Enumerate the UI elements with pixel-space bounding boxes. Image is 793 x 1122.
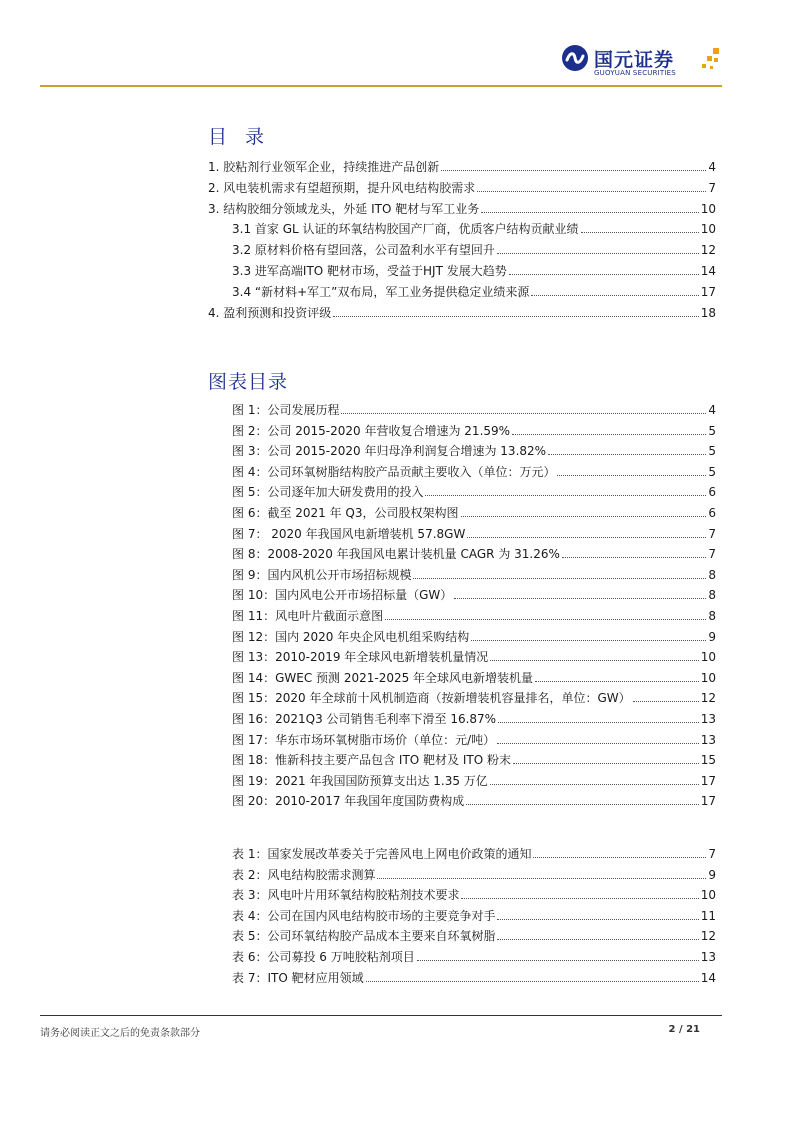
toc-entry-page: 14 bbox=[700, 264, 716, 278]
tables-entry-page: 14 bbox=[700, 970, 716, 985]
figures-entry-label: 图 8：2008-2020 年我国风电累计装机量 CAGR 为 31.26% bbox=[232, 547, 560, 562]
toc-entry[interactable] bbox=[232, 220, 716, 238]
figures-entry-label: 图 15：2020 年全球前十风机制造商（按新增装机容量排名，单位：GW） bbox=[232, 691, 631, 706]
tables-entry-label: 表 2：风电结构胶需求测算 bbox=[232, 867, 376, 882]
tables-entry-label: 表 5：公司环氧结构胶产品成本主要来自环氧树脂 bbox=[232, 929, 496, 944]
toc-entry[interactable] bbox=[232, 241, 716, 259]
tables-entry-page: 13 bbox=[700, 950, 716, 964]
figures-entry-label: 图 11：风电叶片截面示意图 bbox=[232, 609, 384, 623]
dot-leader bbox=[461, 898, 698, 899]
toc-entry-label: 3.2 原材料价格有望回落，公司盈利水平有望回升 bbox=[232, 243, 495, 258]
figures-entry[interactable] bbox=[232, 607, 716, 625]
toc-entry[interactable] bbox=[208, 158, 716, 176]
figures-entry[interactable] bbox=[232, 483, 716, 501]
figures-entry-label: 图 17：华东市场环氧树脂市场价（单位：元/吨） bbox=[232, 732, 496, 747]
dot-leader bbox=[461, 516, 707, 517]
dot-leader bbox=[581, 232, 699, 233]
dot-leader bbox=[562, 557, 706, 558]
figures-entry-label: 图 10：国内风电公开市场招标量（GW） bbox=[232, 588, 453, 603]
dot-leader bbox=[498, 722, 699, 723]
toc-entry-page: 12 bbox=[700, 243, 716, 258]
dot-leader bbox=[497, 939, 698, 940]
toc-entry-page: 10 bbox=[700, 222, 716, 237]
figures-entry-label: 图 18：惟新科技主要产品包含 ITO 靶材及 ITO 粉末 bbox=[232, 753, 511, 768]
dot-leader bbox=[535, 681, 699, 682]
tables-entry-label: 表 4：公司在国内风电结构胶市场的主要竞争对手 bbox=[232, 908, 496, 923]
figures-entry-page: 5 bbox=[708, 464, 716, 479]
dot-leader bbox=[497, 919, 698, 920]
dot-leader bbox=[557, 475, 706, 476]
dot-leader bbox=[341, 413, 706, 414]
dot-leader bbox=[377, 878, 706, 879]
dot-leader bbox=[454, 598, 706, 599]
dot-leader bbox=[385, 619, 706, 620]
dot-leader bbox=[481, 212, 699, 213]
dot-leader bbox=[466, 804, 698, 805]
figures-entry-page: 5 bbox=[708, 444, 716, 459]
dot-leader bbox=[548, 454, 706, 455]
figures-entry-page: 15 bbox=[700, 753, 716, 768]
dot-leader bbox=[533, 857, 706, 858]
figures-entry[interactable] bbox=[232, 669, 716, 687]
figures-entry-label: 图 3：公司 2015-2020 年归母净利润复合增速为 13.82% bbox=[232, 444, 547, 459]
figures-title: 图表目录 bbox=[208, 371, 289, 393]
figures-entry-label: 图 13：2010-2019 年全球风电新增装机量情况 bbox=[232, 650, 489, 665]
figures-entry[interactable] bbox=[232, 442, 716, 460]
dot-leader bbox=[471, 640, 706, 641]
tables-entry[interactable] bbox=[232, 845, 716, 863]
figures-entry-page: 13 bbox=[700, 712, 716, 726]
figures-entry-page: 17 bbox=[700, 794, 716, 809]
tables-entry[interactable] bbox=[232, 886, 716, 904]
tables-entry[interactable] bbox=[232, 866, 716, 884]
figures-entry-label: 图 9：国内风机公开市场招标规模 bbox=[232, 567, 412, 582]
guoyuan-logo-icon bbox=[561, 44, 589, 72]
figures-entry-label: 图 5：公司逐年加大研发费用的投入 bbox=[232, 485, 424, 500]
figures-entry[interactable] bbox=[232, 566, 716, 584]
tables-entry-label: 表 7：ITO 靶材应用领域 bbox=[232, 970, 364, 985]
figures-entry-label: 图 16：2021Q3 公司销售毛利率下滑至 16.87% bbox=[232, 712, 497, 726]
toc-entry-label: 4. 盈利预测和投资评级 bbox=[208, 305, 332, 320]
figures-entry-page: 17 bbox=[700, 773, 716, 788]
figures-entry-label: 图 14：GWEC 预测 2021-2025 年全球风电新增装机量 bbox=[232, 670, 534, 685]
dot-leader bbox=[531, 295, 698, 296]
tables-entry-page: 9 bbox=[708, 867, 716, 882]
figures-entry-page: 13 bbox=[700, 732, 716, 747]
header-rule bbox=[40, 85, 722, 87]
figures-entry[interactable] bbox=[232, 792, 716, 810]
logo-cn-text: 国元证券 bbox=[594, 49, 675, 71]
dot-leader bbox=[490, 660, 698, 661]
figures-entry[interactable] bbox=[232, 710, 716, 728]
figures-entry-label: 图 6：截至 2021 年 Q3，公司股权架构图 bbox=[232, 506, 459, 520]
dot-leader bbox=[333, 316, 698, 317]
company-logo bbox=[561, 44, 721, 80]
toc-entry-label: 3.4 “新材料+军工”双布局，军工业务提供稳定业绩来源 bbox=[232, 284, 530, 299]
figures-entry-page: 8 bbox=[708, 609, 716, 623]
figures-entry-label: 图 1：公司发展历程 bbox=[232, 403, 340, 417]
figures-entry[interactable] bbox=[232, 463, 716, 481]
tables-entry-label: 表 1：国家发展改革委关于完善风电上网电价政策的通知 bbox=[232, 847, 532, 861]
dot-leader bbox=[366, 981, 699, 982]
dot-leader bbox=[477, 191, 706, 192]
dot-leader bbox=[490, 784, 699, 785]
figures-entry-page: 6 bbox=[708, 485, 716, 500]
toc-title: 目 录 bbox=[208, 126, 271, 148]
toc-entry-label: 3. 结构胶细分领域龙头，外延 ITO 靶材与军工业务 bbox=[208, 201, 480, 216]
figures-entry-page: 9 bbox=[708, 629, 716, 644]
toc-entry[interactable] bbox=[232, 283, 716, 301]
tables-entry[interactable] bbox=[232, 969, 716, 987]
figures-entry[interactable] bbox=[232, 772, 716, 790]
figures-entry[interactable] bbox=[232, 731, 716, 749]
figures-entry[interactable] bbox=[232, 422, 716, 440]
figures-entry[interactable] bbox=[232, 648, 716, 666]
figures-entry[interactable] bbox=[232, 628, 716, 646]
toc-entry-label: 3.1 首家 GL 认证的环氧结构胶国产厂商，优质客户结构贡献业绩 bbox=[232, 222, 579, 237]
toc-entry[interactable] bbox=[208, 200, 716, 218]
toc-entry-page: 18 bbox=[700, 305, 716, 320]
dot-leader bbox=[633, 701, 699, 702]
figures-entry-label: 图 7： 2020 年我国风电新增装机 57.8GW bbox=[232, 526, 466, 541]
figures-entry-label: 图 20：2010-2017 年我国年度国防费构成 bbox=[232, 794, 465, 809]
figures-entry-page: 10 bbox=[700, 650, 716, 665]
toc-entry-page: 17 bbox=[700, 284, 716, 299]
toc-entry[interactable] bbox=[208, 304, 716, 322]
tables-entry[interactable] bbox=[232, 927, 716, 945]
dot-leader bbox=[467, 537, 706, 538]
figures-entry[interactable] bbox=[232, 689, 716, 707]
toc-entry-page: 4 bbox=[708, 160, 716, 174]
figures-entry-page: 6 bbox=[708, 506, 716, 520]
toc-entry-page: 7 bbox=[708, 180, 716, 195]
figures-entry[interactable] bbox=[232, 586, 716, 604]
tables-entry[interactable] bbox=[232, 948, 716, 966]
toc-entry-page: 10 bbox=[700, 201, 716, 216]
dot-leader bbox=[512, 434, 706, 435]
dot-leader bbox=[513, 763, 699, 764]
figures-entry[interactable] bbox=[232, 545, 716, 563]
figures-entry-label: 图 19：2021 年我国国防预算支出达 1.35 万亿 bbox=[232, 773, 488, 788]
figures-entry-page: 7 bbox=[708, 547, 716, 562]
tables-entry-page: 10 bbox=[700, 888, 716, 903]
footer-page-number: 2 / 21 bbox=[668, 1024, 700, 1035]
toc-entry-label: 3.3 进军高端ITO 靶材市场，受益于HJT 发展大趋势 bbox=[232, 264, 507, 278]
logo-dots-icon bbox=[699, 48, 721, 74]
figures-entry-page: 10 bbox=[700, 670, 716, 685]
figures-entry-page: 7 bbox=[708, 526, 716, 541]
tables-entry-label: 表 6：公司募投 6 万吨胶粘剂项目 bbox=[232, 950, 415, 964]
figures-entry-page: 8 bbox=[708, 588, 716, 603]
dot-leader bbox=[441, 170, 706, 171]
dot-leader bbox=[497, 743, 699, 744]
figures-entry[interactable] bbox=[232, 504, 716, 522]
logo-en-text: GUOYUAN SECURITIES bbox=[594, 69, 676, 77]
tables-entry[interactable] bbox=[232, 907, 716, 925]
figures-entry-page: 12 bbox=[700, 691, 716, 706]
figures-entry[interactable] bbox=[232, 401, 716, 419]
dot-leader bbox=[417, 960, 699, 961]
dot-leader bbox=[509, 274, 699, 275]
toc-entry[interactable] bbox=[208, 179, 716, 197]
tables-entry-page: 11 bbox=[700, 908, 716, 923]
tables-entry-page: 12 bbox=[700, 929, 716, 944]
figures-entry-label: 图 2：公司 2015-2020 年营收复合增速为 21.59% bbox=[232, 423, 511, 438]
figures-entry[interactable] bbox=[232, 525, 716, 543]
figures-entry-page: 4 bbox=[708, 403, 716, 417]
footer-disclaimer: 请务必阅读正文之后的免责条款部分 bbox=[40, 1028, 200, 1039]
figures-entry-page: 8 bbox=[708, 567, 716, 582]
toc-entry-label: 1. 胶粘剂行业领军企业，持续推进产品创新 bbox=[208, 160, 440, 174]
dot-leader bbox=[413, 578, 706, 579]
figures-entry[interactable] bbox=[232, 751, 716, 769]
footer-rule bbox=[40, 1015, 722, 1016]
tables-entry-page: 7 bbox=[708, 847, 716, 861]
figures-entry-label: 图 4：公司环氧树脂结构胶产品贡献主要收入（单位：万元） bbox=[232, 464, 556, 479]
toc-entry[interactable] bbox=[232, 262, 716, 280]
figures-entry-page: 5 bbox=[708, 423, 716, 438]
dot-leader bbox=[425, 495, 706, 496]
figures-entry-label: 图 12：国内 2020 年央企风电机组采购结构 bbox=[232, 629, 470, 644]
toc-entry-label: 2. 风电装机需求有望超预期，提升风电结构胶需求 bbox=[208, 180, 476, 195]
tables-entry-label: 表 3：风电叶片用环氧结构胶粘剂技术要求 bbox=[232, 888, 460, 903]
dot-leader bbox=[497, 253, 699, 254]
